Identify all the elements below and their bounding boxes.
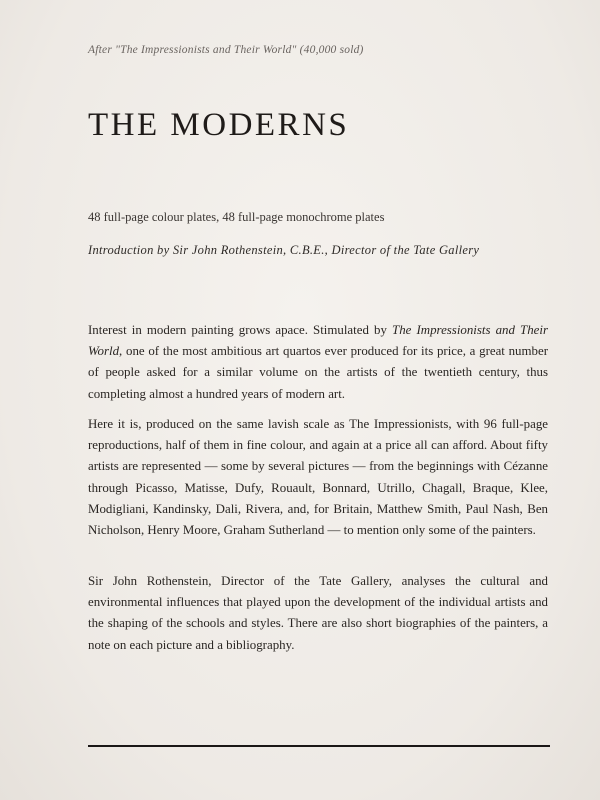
page-title: THE MODERNS bbox=[88, 107, 350, 143]
paragraph-1 bbox=[88, 320, 548, 405]
paragraph-1-start: Interest in modern painting grows apace. Stimulated by bbox=[88, 323, 393, 337]
tagline: After "The Impressionists and Their World" (40,000 sold) bbox=[88, 44, 364, 56]
paragraph-1-end: , one of the most ambitious art quartos ever produced for its price, a great number of people asked for a similar volume on the artists of the twentieth century, thus completing almost a hundred years of modern art. bbox=[88, 344, 548, 401]
paragraph-2: Here it is, produced on the same lavish scale as The Impressionists, with 96 full-page reproductions, half of them in fine colour, and again at a price all can afford. About fifty artists are represented — some by several pictures — from the beginnings with Cézanne through Picasso, Matisse, Dufy, Rouault, Bonnard, Utrillo, Chagall, Braque, Klee, Modigliani, Kandinsky, Dali, Rivera, and, for Britain, Matthew Smith, Paul Nash, Ben Nicholson, Henry Moore, Graham Sutherland — to mention only some of the painters. bbox=[88, 417, 548, 538]
book-title-reference: The Impressionists and Their World bbox=[88, 323, 548, 359]
introduction-credit: Introduction by Sir John Rothenstein, C.B.E., Director of the Tate Gallery bbox=[88, 243, 480, 257]
paragraph-3: Sir John Rothenstein, Director of the Tate Gallery, analyses the cultural and environmental influences that played upon the development of the individual artists and the shaping of the schools and styles. There are also short biographies of the painters, a note on each picture and a bibliography. bbox=[88, 574, 548, 652]
bottom-rule bbox=[88, 745, 550, 747]
plates-description: 48 full-page colour plates, 48 full-page monochrome plates bbox=[88, 210, 385, 224]
